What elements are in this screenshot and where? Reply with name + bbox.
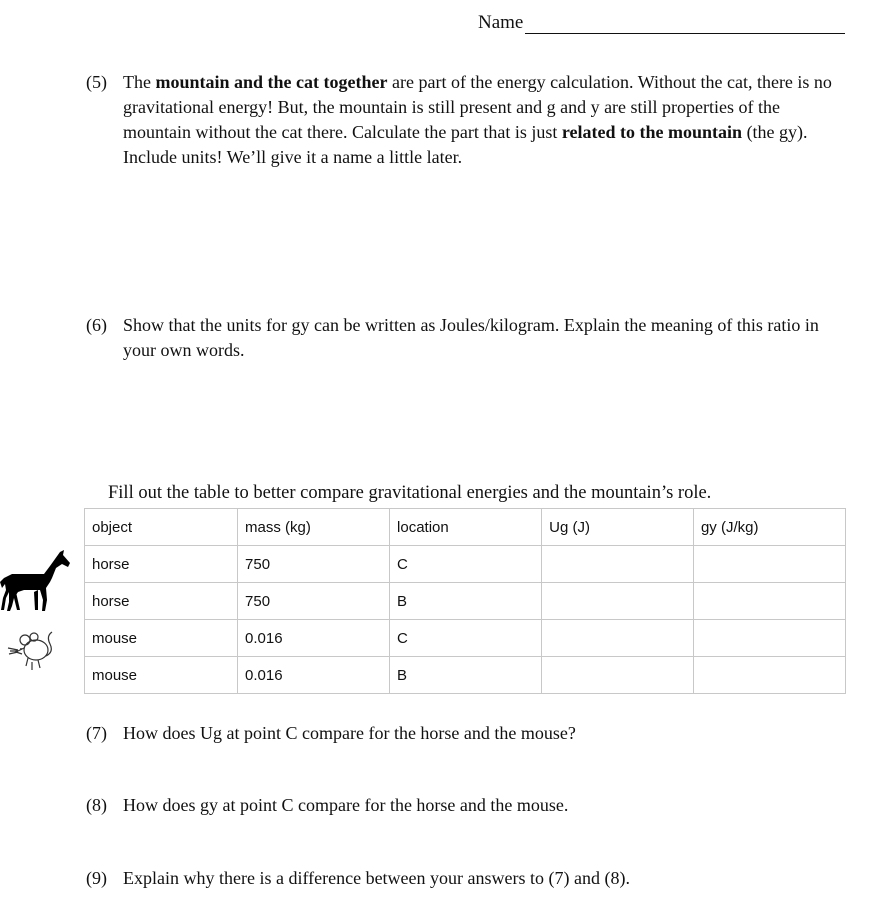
cell-gy-input[interactable] [693,583,845,620]
horse-icon [0,548,72,612]
cell-ug-input[interactable] [542,583,694,620]
col-mass: mass (kg) [238,509,390,546]
cell-ug-input[interactable] [542,546,694,583]
question-number: (8) [86,795,107,815]
cell-location: B [390,583,542,620]
col-ug: Ug (J) [542,509,694,546]
cell-object: mouse [85,657,238,694]
energy-table [84,508,846,694]
table-row [85,583,846,620]
col-location: location [390,509,542,546]
question-text: How does gy at point C compare for the horse and the mouse. [123,795,569,815]
cell-location: C [390,620,542,657]
question-text: Show that the units for gy can be written as Joules/kilogram. Explain the meaning of this ratio in your own words. [123,315,819,360]
name-blank-line[interactable] [525,14,845,34]
col-gy: gy (J/kg) [693,509,845,546]
col-object: object [85,509,238,546]
question-5 [86,70,846,170]
cell-gy-input[interactable] [693,657,845,694]
question-8 [86,793,846,818]
cell-location: B [390,657,542,694]
table-header-row [85,509,846,546]
question-7 [86,721,846,746]
cell-gy-input[interactable] [693,546,845,583]
question-9 [86,866,846,891]
cell-object: mouse [85,620,238,657]
question-number: (6) [86,315,107,335]
question-text: The mountain and the cat together are part of the energy calculation. Without the cat, there is no gravitational energy! But, the mountain is still present and g and y are still properties of the mountain without the cat there. Calculate the part that is just related to the mountain (the gy). Include units! We’ll give it a name a little later. [123,72,832,167]
table-row [85,546,846,583]
cell-object: horse [85,546,238,583]
mouse-icon [6,628,58,676]
question-text: Explain why there is a difference between your answers to (7) and (8). [123,868,630,888]
cell-gy-input[interactable] [693,620,845,657]
cell-location: C [390,546,542,583]
cell-mass: 0.016 [238,620,390,657]
cell-mass: 0.016 [238,657,390,694]
cell-mass: 750 [238,583,390,620]
cell-object: horse [85,583,238,620]
question-number: (7) [86,723,107,743]
cell-ug-input[interactable] [542,657,694,694]
name-label: Name [478,12,524,33]
question-text: How does Ug at point C compare for the horse and the mouse? [123,723,576,743]
question-number: (5) [86,72,107,92]
table-instructions: Fill out the table to better compare gravitational energies and the mountain’s role. [108,483,712,503]
cell-mass: 750 [238,546,390,583]
question-6 [86,313,846,363]
table-row [85,657,846,694]
cell-ug-input[interactable] [542,620,694,657]
table-row [85,620,846,657]
name-field [478,12,845,34]
question-number: (9) [86,868,107,888]
